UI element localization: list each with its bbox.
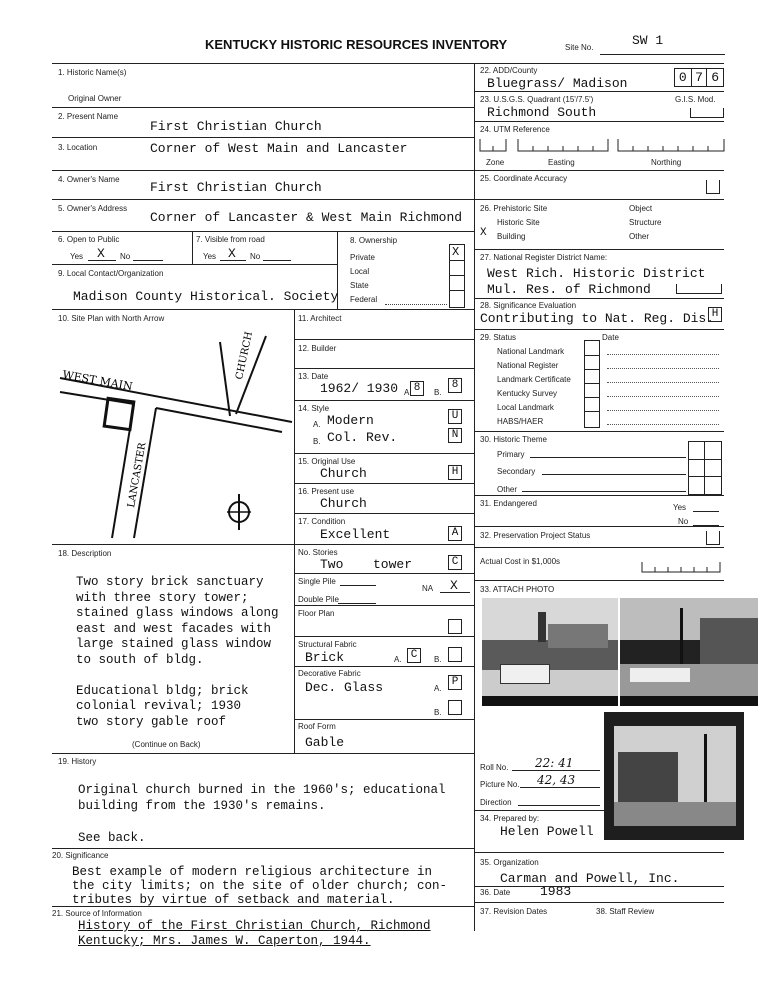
decorative-a: A.: [434, 684, 442, 693]
building-label: Building: [497, 232, 526, 241]
condition-value: Excellent: [320, 527, 391, 542]
visible-from-road-label: 7. Visible from road: [196, 235, 265, 244]
single-pile-label: Single Pile: [298, 577, 336, 586]
status-boxes: [584, 340, 600, 428]
owner-name-value: First Christian Church: [150, 180, 322, 195]
visible-no-label: No: [250, 252, 261, 261]
status-local-landmark: Local Landmark: [497, 403, 554, 412]
roof-form-value: Gable: [305, 735, 345, 750]
date-label: 13. Date: [298, 372, 329, 381]
actual-cost-label: Actual Cost in $1,000s: [480, 557, 561, 566]
church-street-label: CHURCH: [234, 330, 256, 381]
revision-dates-label: 37. Revision Dates: [480, 907, 548, 916]
open-no-label: No: [120, 252, 131, 261]
form-date-label: 36. Date: [480, 888, 511, 897]
endangered-yes: Yes: [673, 503, 687, 512]
present-name-value: First Christian Church: [150, 119, 322, 134]
structural-a: A.: [394, 655, 402, 664]
attach-photo-label: 33. ATTACH PHOTO: [480, 585, 555, 594]
status-national-landmark: National Landmark: [497, 347, 565, 356]
preservation-status-box: [706, 531, 720, 545]
date-box-a: 8: [410, 381, 424, 396]
ownership-federal: Federal: [350, 295, 378, 304]
style-label: 14. Style: [298, 404, 330, 413]
site-plan-label: 10. Site Plan with North Arrow: [58, 314, 165, 323]
original-use-label: 15. Original Use: [298, 457, 356, 466]
floor-plan-label: Floor Plan: [298, 609, 335, 618]
open-to-public-label: 6. Open to Public: [58, 235, 120, 244]
source-label: 21. Source of Information: [52, 909, 142, 918]
site-no-label: Site No.: [565, 43, 594, 52]
easting-label: Easting: [548, 158, 575, 167]
coordinate-accuracy-label: 25. Coordinate Accuracy: [480, 174, 568, 183]
other-label: Other: [629, 232, 650, 241]
stories-extra: tower: [373, 557, 413, 572]
structural-fabric-label: Structural Fabric: [298, 640, 357, 649]
date-box-b: 8: [448, 378, 462, 393]
utm-boxes: [478, 137, 728, 155]
picture-no-value: 42, 43: [537, 773, 576, 787]
ownership-private-mark: X: [452, 245, 460, 259]
owner-address-value: Corner of Lancaster & West Main Richmond: [150, 210, 463, 225]
preservation-status-label: 32. Preservation Project Status: [480, 531, 591, 540]
owner-name-label: 4. Owner's Name: [58, 175, 120, 184]
structural-box-a: C: [407, 648, 421, 663]
significance-label: 20. Significance: [52, 851, 109, 860]
decorative-fabric-label: Decorative Fabric: [298, 669, 361, 678]
quadrant-value: Richmond South: [487, 105, 597, 120]
theme-primary-label: Primary: [497, 450, 525, 459]
roll-no-label: Roll No.: [480, 763, 509, 772]
open-yes-label: Yes: [70, 252, 84, 261]
style-a-value: Modern: [327, 413, 374, 428]
roof-form-label: Roof Form: [298, 722, 336, 731]
history-label: 19. History: [58, 757, 97, 766]
date-a: A.: [404, 388, 412, 397]
district-name-line2: Mul. Res. of Richmond: [487, 282, 651, 297]
organization-label: 35. Organization: [480, 858, 539, 867]
present-name-label: 2. Present Name: [58, 112, 119, 121]
stories-box: C: [448, 555, 462, 570]
style-a: A.: [313, 420, 321, 429]
na-mark: X: [450, 578, 458, 593]
significance-evaluation-label: 28. Significance Evaluation: [480, 301, 577, 310]
county-code-3: 6: [711, 70, 720, 85]
status-landmark-certificate: Landmark Certificate: [497, 375, 571, 384]
floor-plan-box: [448, 619, 462, 634]
roll-no-value: 22: 41: [535, 756, 574, 770]
photo-contact-strip-3: [604, 712, 744, 840]
staff-review-label: 38. Staff Review: [596, 907, 655, 916]
significance-evaluation-box: H: [708, 307, 722, 322]
location-label: 3. Location: [58, 143, 98, 152]
add-county-label: 22. ADD/County: [480, 66, 538, 75]
north-arrow-icon: [227, 494, 251, 530]
condition-label: 17. Condition: [298, 517, 346, 526]
structure-label: Structure: [629, 218, 662, 227]
present-use-label: 16. Present use: [298, 487, 355, 496]
structural-b: B.: [434, 655, 442, 664]
source-text: History of the First Christian Church, Richmond Kentucky; Mrs. James W. Caperton, 1944.: [78, 919, 431, 948]
style-b-value: Col. Rev.: [327, 430, 398, 445]
utm-label: 24. UTM Reference: [480, 125, 550, 134]
history-text: Original church burned in the 1960's; educational building from the 1930's remains. See back.: [78, 783, 446, 845]
date-value: 1962/ 1930: [320, 381, 399, 396]
present-use-value: Church: [320, 496, 367, 511]
status-kentucky-survey: Kentucky Survey: [497, 389, 558, 398]
description-label: 18. Description: [58, 549, 112, 558]
ownership-label: 8. Ownership: [350, 236, 398, 245]
historic-name-label: 1. Historic Name(s): [58, 68, 127, 77]
status-date-label: Date: [602, 333, 619, 342]
style-b: B.: [313, 437, 321, 446]
ownership-local: Local: [350, 267, 370, 276]
picture-no-label: Picture No.: [480, 780, 520, 789]
style-box-b: N: [448, 428, 462, 443]
double-pile-label: Double Pile: [298, 595, 339, 604]
photo-contact-strip-2: [620, 598, 758, 706]
structural-fabric-value: Brick: [305, 650, 345, 665]
ownership-private: Private: [350, 253, 375, 262]
add-county-value: Bluegrass/ Madison: [487, 76, 628, 91]
prepared-by-value: Helen Powell: [500, 824, 594, 839]
visible-yes-label: Yes: [203, 252, 217, 261]
decorative-fabric-value: Dec. Glass: [305, 680, 384, 695]
owner-address-label: 5. Owner's Address: [58, 204, 128, 213]
building-mark: X: [480, 227, 487, 239]
local-contact-label: 9. Local Contact/Organization: [58, 269, 164, 278]
condition-box: A: [448, 526, 462, 541]
endangered-label: 31. Endangered: [480, 499, 537, 508]
open-yes-mark: X: [97, 246, 105, 261]
form-date-value: 1983: [540, 884, 572, 899]
county-code-2: 7: [692, 69, 708, 86]
historic-site-label: Historic Site: [497, 218, 540, 227]
visible-yes-mark: X: [228, 246, 236, 261]
status-habs-haer: HABS/HAER: [497, 417, 544, 426]
local-contact-value: Madison County Historical. Society: [73, 289, 339, 304]
na-label: NA: [422, 584, 434, 593]
date-b: B.: [434, 388, 442, 397]
decorative-b: B.: [434, 708, 442, 717]
gis-mod-label: G.I.S. Mod.: [675, 95, 716, 104]
continue-on-back: (Continue on Back): [132, 740, 201, 749]
prepared-by-label: 34. Prepared by:: [480, 814, 540, 823]
status-label: 29. Status: [480, 333, 517, 342]
organization-value: Carman and Powell, Inc.: [500, 871, 680, 886]
status-national-register: National Register: [497, 361, 559, 370]
lancaster-street-label: LANCASTER: [126, 441, 149, 509]
architect-label: 11. Architect: [298, 314, 342, 323]
original-owner-label: Original Owner: [68, 94, 122, 103]
theme-boxes: [688, 441, 722, 495]
county-code-boxes: [674, 68, 724, 87]
district-name-label: 27. National Register District Name:: [480, 253, 608, 262]
stories-value: Two: [320, 557, 344, 572]
original-use-value: Church: [320, 466, 367, 481]
site-plan-sketch: [52, 320, 294, 545]
ownership-state: State: [350, 281, 369, 290]
district-name-line1: West Rich. Historic District: [487, 266, 706, 281]
historic-theme-label: 30. Historic Theme: [480, 435, 547, 444]
direction-label: Direction: [480, 798, 512, 807]
significance-evaluation-value: Contributing to Nat. Reg. Dis.: [480, 311, 715, 326]
object-label: Object: [629, 204, 653, 213]
form-title: KENTUCKY HISTORIC RESOURCES INVENTORY: [205, 37, 508, 52]
structural-box-b: [448, 647, 462, 662]
prehistoric-site-label: 26. Prehistoric Site: [480, 204, 548, 213]
endangered-no: No: [678, 517, 689, 526]
photo-contact-strip-1: [482, 598, 618, 706]
original-use-box: H: [448, 465, 462, 480]
northing-label: Northing: [651, 158, 682, 167]
ownership-boxes: [449, 244, 465, 308]
style-box-a: U: [448, 409, 462, 424]
decorative-box-a: P: [448, 675, 462, 690]
stories-label: No. Stories: [298, 548, 338, 557]
county-code-1: 0: [675, 69, 692, 86]
significance-text: Best example of modern religious architecture in the city limits; on the site of older church; con- tributes by virtue of setback and material.: [72, 865, 448, 907]
decorative-box-b: [448, 700, 462, 715]
builder-label: 12. Builder: [298, 344, 337, 353]
site-no-value: SW 1: [632, 33, 664, 48]
theme-other-label: Other: [497, 485, 518, 494]
west-main-street-label: WEST MAIN: [61, 368, 134, 394]
theme-secondary-label: Secondary: [497, 467, 536, 476]
coordinate-accuracy-box: [706, 180, 720, 194]
zone-label: Zone: [486, 158, 505, 167]
description-text: Two story brick sanctuary with three story tower; stained glass windows along east and west facades with large stained glass window to south of bldg. Educational bldg; brick colonial revival; 1930 two story gable roof: [76, 575, 279, 729]
quadrant-label: 23. U.S.G.S. Quadrant (15'/7.5'): [480, 95, 594, 104]
location-value: Corner of West Main and Lancaster: [150, 141, 408, 156]
actual-cost-boxes: [640, 560, 724, 574]
